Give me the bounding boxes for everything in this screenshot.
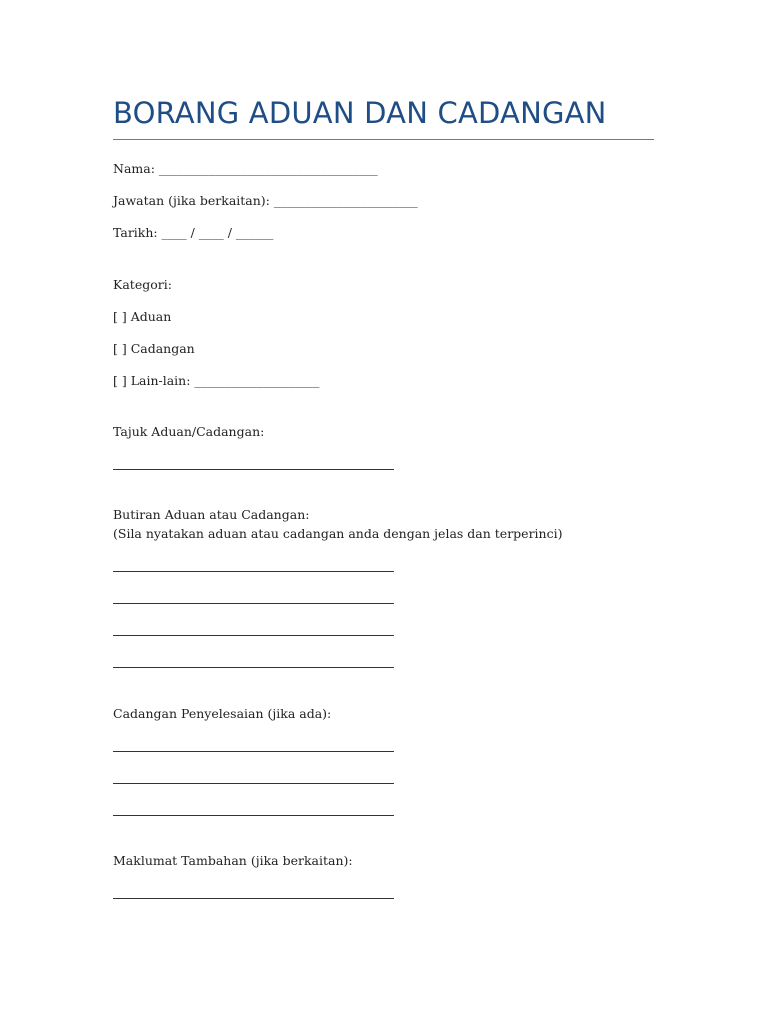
category-suggestion-checkbox[interactable]: [ ] Cadangan <box>113 341 195 356</box>
resolution-blank-line-1[interactable] <box>113 751 394 752</box>
details-blank-line-3[interactable] <box>113 635 394 636</box>
additional-info-blank-line[interactable] <box>113 898 394 899</box>
category-other-checkbox[interactable]: [ ] Lain-lain: ____________________ <box>113 373 320 388</box>
details-instruction: (Sila nyatakan aduan atau cadangan anda dengan jelas dan terperinci) <box>113 526 563 541</box>
subject-label: Tajuk Aduan/Cadangan: <box>113 424 265 439</box>
category-complaint-checkbox[interactable]: [ ] Aduan <box>113 309 172 324</box>
details-blank-line-1[interactable] <box>113 571 394 572</box>
title-underline <box>113 139 654 140</box>
subject-blank-line[interactable] <box>113 469 394 470</box>
position-field[interactable]: Jawatan (jika berkaitan): _______________________ <box>113 193 418 208</box>
details-blank-line-4[interactable] <box>113 667 394 668</box>
details-label: Butiran Aduan atau Cadangan: <box>113 507 310 522</box>
category-label: Kategori: <box>113 277 172 292</box>
name-field[interactable]: Nama: ___________________________________ <box>113 161 378 176</box>
details-blank-line-2[interactable] <box>113 603 394 604</box>
date-field[interactable]: Tarikh: ____ / ____ / ______ <box>113 225 274 240</box>
resolution-blank-line-2[interactable] <box>113 783 394 784</box>
resolution-blank-line-3[interactable] <box>113 815 394 816</box>
resolution-label: Cadangan Penyelesaian (jika ada): <box>113 706 332 721</box>
form-title: BORANG ADUAN DAN CADANGAN <box>113 96 607 130</box>
additional-info-label: Maklumat Tambahan (jika berkaitan): <box>113 853 353 868</box>
